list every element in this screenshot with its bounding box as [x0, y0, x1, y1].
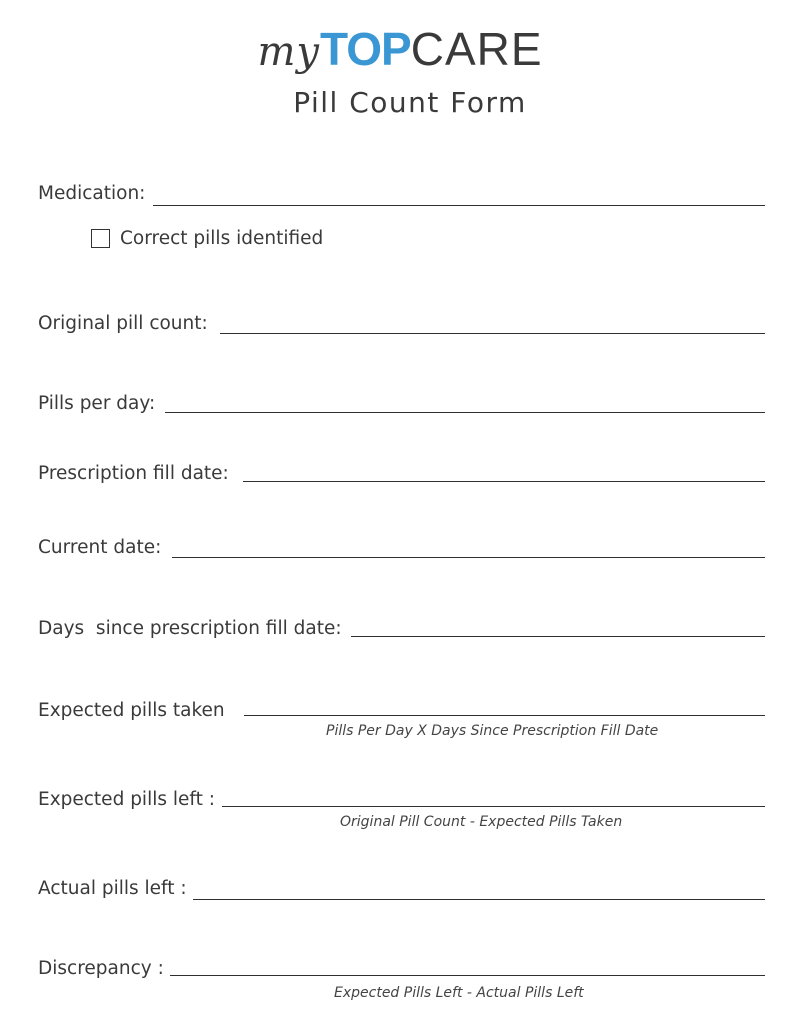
expected-pills-taken-formula: Pills Per Day X Days Since Prescription Fill Date	[326, 723, 659, 739]
expected-pills-left-label: Expected pills left :	[38, 789, 215, 810]
prescription-fill-date-label: Prescription fill date:	[38, 463, 229, 484]
form-title: Pill Count Form	[293, 86, 527, 119]
logo-my-text: my	[257, 29, 320, 75]
pills-per-day-input-line[interactable]	[165, 412, 765, 413]
prescription-fill-date-input-line[interactable]	[243, 481, 765, 482]
actual-pills-left-input-line[interactable]	[193, 899, 765, 900]
days-since-fill-label: Days since prescription fill date:	[38, 618, 342, 639]
original-pill-count-label: Original pill count:	[38, 313, 208, 334]
actual-pills-left-label: Actual pills left :	[38, 878, 187, 899]
original-pill-count-input-line[interactable]	[220, 333, 765, 334]
expected-pills-left-input-line[interactable]	[222, 806, 765, 807]
expected-pills-left-formula: Original Pill Count - Expected Pills Taken	[340, 814, 623, 830]
days-since-fill-input-line[interactable]	[351, 636, 765, 637]
medication-label: Medication:	[38, 183, 146, 204]
expected-pills-taken-label: Expected pills taken	[38, 700, 225, 721]
discrepancy-input-line[interactable]	[170, 975, 765, 976]
logo-top-text: TOP	[319, 23, 411, 75]
pills-per-day-label: Pills per day:	[38, 393, 156, 414]
medication-input-line[interactable]	[153, 205, 765, 206]
logo-care-text: CARE	[410, 23, 543, 75]
discrepancy-label: Discrepancy :	[38, 958, 164, 979]
correct-pills-label: Correct pills identified	[120, 228, 324, 249]
current-date-label: Current date:	[38, 537, 162, 558]
correct-pills-checkbox[interactable]	[91, 229, 110, 248]
expected-pills-taken-input-line[interactable]	[244, 715, 765, 716]
mytopcare-logo	[0, 22, 800, 76]
current-date-input-line[interactable]	[172, 557, 765, 558]
discrepancy-formula: Expected Pills Left - Actual Pills Left	[334, 985, 584, 1001]
